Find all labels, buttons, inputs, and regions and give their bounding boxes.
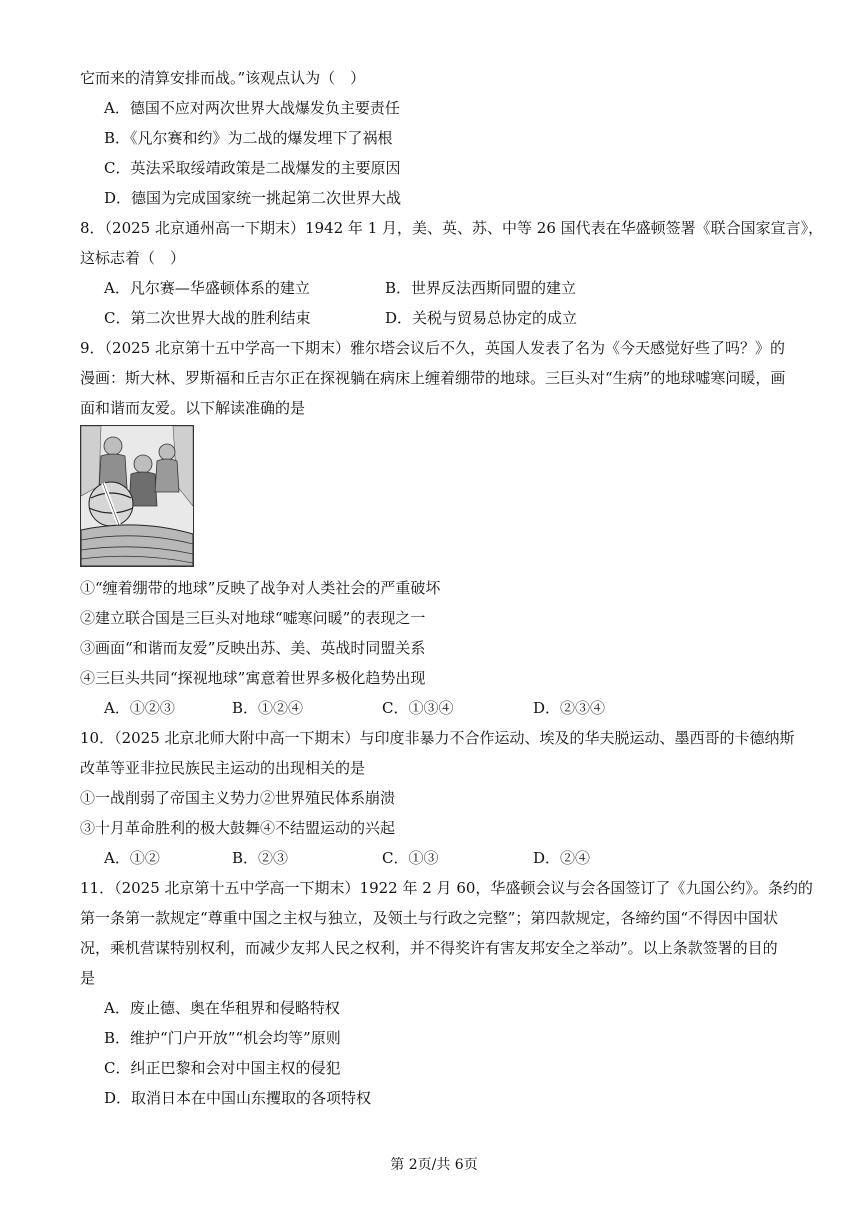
q7-stem-continuation: 它而来的清算安排而战。”该观点认为（ ） xyxy=(80,69,366,87)
q7-option-d: D．德国为完成国家统一挑起第二次世界大战 xyxy=(104,189,402,207)
cartoon-illustration xyxy=(81,426,193,566)
q9-statement-3: ③画面“和谐而友爱”反映出苏、美、英战时同盟关系 xyxy=(80,639,426,657)
q9-option-a: A．①②③ xyxy=(104,699,175,717)
q10-stem-line-2: 改革等亚非拉民族民主运动的出现相关的是 xyxy=(80,759,366,777)
q8-stem-line-2: 这标志着（ ） xyxy=(80,249,186,267)
q8-option-c: C．第二次世界大战的胜利结束 xyxy=(104,309,311,327)
q9-option-c: C．①③④ xyxy=(382,699,454,717)
q8-option-a: A．凡尔赛—华盛顿体系的建立 xyxy=(104,279,310,297)
q10-statement-1: ①一战削弱了帝国主义势力②世界殖民体系崩溃 xyxy=(80,789,396,807)
q11-stem-line-3: 况，乘机营谋特别权利，而减少友邦人民之权利，并不得奖许有害友邦安全之举动”。以上条款签署的目的 xyxy=(80,939,778,957)
q9-stem-line-1: 9．（2025 北京第十五中学高一下期末）雅尔塔会议后不久，英国人发表了名为《今天感觉好些了吗？》的 xyxy=(80,339,785,357)
q10-statement-2: ③十月革命胜利的极大鼓舞④不结盟运动的兴起 xyxy=(80,819,396,837)
q11-option-c: C．纠正巴黎和会对中国主权的侵犯 xyxy=(104,1059,341,1077)
q10-option-b: B．②③ xyxy=(232,849,289,867)
q11-stem-line-1: 11．（2025 北京第十五中学高一下期末）1922 年 2 月 60，华盛顿会议与会各国签订了《九国公约》。条约的 xyxy=(80,879,813,897)
q10-option-a: A．①② xyxy=(104,849,160,867)
q7-option-b: B．《凡尔赛和约》为二战的爆发埋下了祸根 xyxy=(104,129,393,147)
q11-stem-line-2: 第一条第一款规定“尊重中国之主权与独立，及领土与行政之完整”；第四款规定，各缔约国“不得因中国状 xyxy=(80,909,779,927)
q9-cartoon-image xyxy=(80,425,194,567)
q10-option-c: C．①③ xyxy=(382,849,439,867)
q11-option-a: A．废止德、奥在华租界和侵略特权 xyxy=(104,999,340,1017)
q8-stem-line-1: 8．（2025 北京通州高一下期末）1942 年 1 月，美、英、苏、中等 26 国代表在华盛顿签署《联合国家宣言》， xyxy=(80,219,824,237)
q10-stem-line-1: 10．（2025 北京北师大附中高一下期末）与印度非暴力不合作运动、埃及的华夫脱运动、墨西哥的卡德纳斯 xyxy=(80,729,795,747)
q8-option-d: D．关税与贸易总协定的成立 xyxy=(385,309,578,327)
q9-stem-line-3: 面和谐而友爱。以下解读准确的是 xyxy=(80,399,306,417)
q11-stem-line-4: 是 xyxy=(80,969,96,987)
q11-option-d: D．取消日本在中国山东攫取的各项特权 xyxy=(104,1089,372,1107)
q8-option-b: B．世界反法西斯同盟的建立 xyxy=(385,279,577,297)
q9-statement-4: ④三巨头共同“探视地球”寓意着世界多极化趋势出现 xyxy=(80,669,426,687)
q10-option-d: D．②④ xyxy=(533,849,591,867)
q9-statement-1: ①“缠着绷带的地球”反映了战争对人类社会的严重破坏 xyxy=(80,579,441,597)
page-footer: 第 2页/共 6页 xyxy=(390,1157,478,1173)
q7-option-a: A．德国不应对两次世界大战爆发负主要责任 xyxy=(104,99,400,117)
q9-statement-2: ②建立联合国是三巨头对地球“嘘寒问暖”的表现之一 xyxy=(80,609,426,627)
q9-option-b: B．①②④ xyxy=(232,699,304,717)
q11-option-b: B．维护“门户开放”“机会均等”原则 xyxy=(104,1029,341,1047)
q7-option-c: C．英法采取绥靖政策是二战爆发的主要原因 xyxy=(104,159,401,177)
q9-stem-line-2: 漫画：斯大林、罗斯福和丘吉尔正在探视躺在病床上缠着绷带的地球。三巨头对“生病”的地球嘘寒问暖，画 xyxy=(80,369,786,387)
q9-option-d: D．②③④ xyxy=(533,699,606,717)
